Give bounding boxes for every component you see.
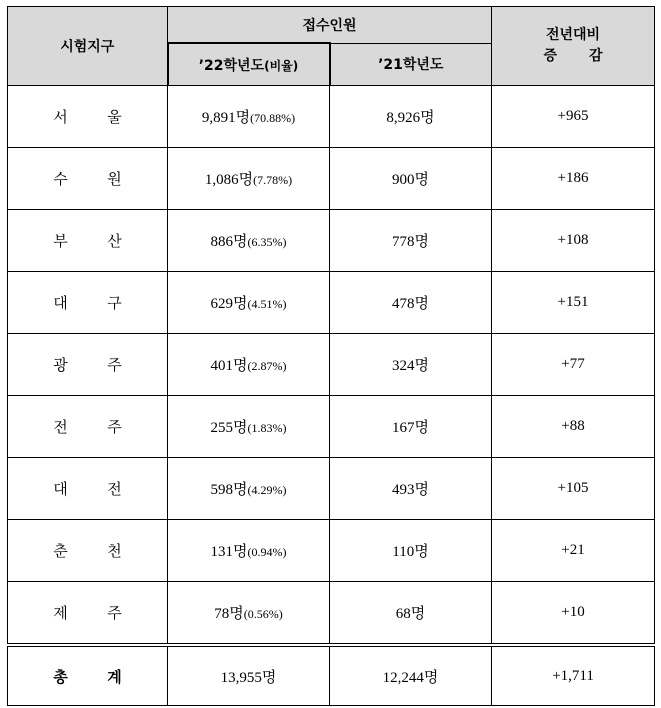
region-char-1: 전 <box>53 418 68 436</box>
region-cell <box>8 210 168 272</box>
header-applicants: 접수인원 <box>168 7 492 44</box>
region-cell <box>8 272 168 334</box>
region-char-2: 구 <box>107 294 122 312</box>
region-cell <box>8 86 168 148</box>
region-char-1: 광 <box>53 356 68 374</box>
count-2022-cell <box>168 458 330 520</box>
count-2021: 324명 <box>330 334 492 396</box>
count-2022-cell <box>168 582 330 646</box>
total-2021: 12,244명 <box>330 645 492 706</box>
count-2021: 110명 <box>330 520 492 582</box>
region-cell <box>8 396 168 458</box>
total-2022: 13,955명 <box>168 645 330 706</box>
count-2022: 598명 <box>210 482 248 498</box>
ratio-2022: (70.88%) <box>250 111 296 125</box>
region-char-2: 전 <box>107 480 122 498</box>
table-row <box>8 458 655 520</box>
count-2021: 478명 <box>330 272 492 334</box>
header-region: 시험지구 <box>8 7 168 86</box>
change-value: +88 <box>492 396 655 458</box>
total-char-1: 총 <box>53 667 68 686</box>
count-2022: 886명 <box>210 234 248 250</box>
region-cell <box>8 520 168 582</box>
change-value: +77 <box>492 334 655 396</box>
region-char-2: 주 <box>107 418 122 436</box>
count-2022-cell <box>168 86 330 148</box>
total-row <box>8 645 655 706</box>
region-char-2: 울 <box>107 108 122 126</box>
ratio-2022: (4.51%) <box>247 297 287 311</box>
count-2021: 778명 <box>330 210 492 272</box>
change-value: +105 <box>492 458 655 520</box>
total-change: +1,711 <box>492 645 655 706</box>
region-char-1: 부 <box>53 232 68 250</box>
region-char-1: 대 <box>53 480 68 498</box>
count-2022-cell <box>168 148 330 210</box>
region-char-2: 천 <box>107 542 122 560</box>
change-value: +108 <box>492 210 655 272</box>
count-2022-cell <box>168 396 330 458</box>
table-row <box>8 520 655 582</box>
header-change-line2 <box>492 46 654 67</box>
count-2022-cell <box>168 272 330 334</box>
count-2022: 9,891명 <box>201 110 251 126</box>
count-2022: 131명 <box>210 544 248 560</box>
table-row <box>8 396 655 458</box>
region-char-1: 춘 <box>53 542 68 560</box>
applicants-table <box>7 6 655 706</box>
ratio-2022: (0.56%) <box>243 607 283 621</box>
region-char-2: 주 <box>107 604 122 622</box>
region-char-2: 산 <box>107 232 122 250</box>
ratio-2022: (4.29%) <box>247 483 287 497</box>
header-2021: ’21학년도 <box>330 43 492 86</box>
count-2021: 493명 <box>330 458 492 520</box>
count-2022: 629명 <box>210 296 248 312</box>
count-2022-cell <box>168 334 330 396</box>
header-change-dec: 감 <box>589 48 603 64</box>
table-row <box>8 210 655 272</box>
header-2022 <box>168 43 330 86</box>
ratio-2022: (1.83%) <box>247 421 287 435</box>
ratio-2022: (7.78%) <box>253 173 293 187</box>
total-label <box>8 645 168 706</box>
region-cell <box>8 582 168 646</box>
count-2022: 78명 <box>214 606 244 622</box>
header-change-inc: 증 <box>543 48 558 64</box>
change-value: +965 <box>492 86 655 148</box>
count-2021: 8,926명 <box>330 86 492 148</box>
header-change <box>492 7 655 86</box>
count-2022: 255명 <box>210 420 248 436</box>
change-value: +186 <box>492 148 655 210</box>
table-row <box>8 272 655 334</box>
total-char-2: 계 <box>107 667 122 686</box>
change-value: +21 <box>492 520 655 582</box>
header-change-line1: 전년대비 <box>545 27 601 43</box>
count-2021: 167명 <box>330 396 492 458</box>
count-2021: 68명 <box>330 582 492 646</box>
count-2021: 900명 <box>330 148 492 210</box>
region-cell <box>8 458 168 520</box>
table-row <box>8 334 655 396</box>
region-char-1: 제 <box>53 604 68 622</box>
table-row <box>8 86 655 148</box>
region-char-1: 대 <box>53 294 68 312</box>
ratio-2022: (0.94%) <box>247 545 287 559</box>
count-2022: 1,086명 <box>204 172 254 188</box>
header-2022-ratio: (비율) <box>264 58 299 73</box>
region-char-2: 주 <box>107 356 122 374</box>
region-cell <box>8 148 168 210</box>
region-char-2: 원 <box>107 170 122 188</box>
region-char-1: 수 <box>53 170 68 188</box>
count-2022: 401명 <box>210 358 248 374</box>
header-2022-label: ’22학년도 <box>198 57 265 74</box>
count-2022-cell <box>168 520 330 582</box>
count-2022-cell <box>168 210 330 272</box>
table-row <box>8 148 655 210</box>
change-value: +10 <box>492 582 655 646</box>
region-cell <box>8 334 168 396</box>
ratio-2022: (6.35%) <box>247 235 287 249</box>
region-char-1: 서 <box>53 108 68 126</box>
table-row <box>8 582 655 646</box>
change-value: +151 <box>492 272 655 334</box>
ratio-2022: (2.87%) <box>247 359 287 373</box>
